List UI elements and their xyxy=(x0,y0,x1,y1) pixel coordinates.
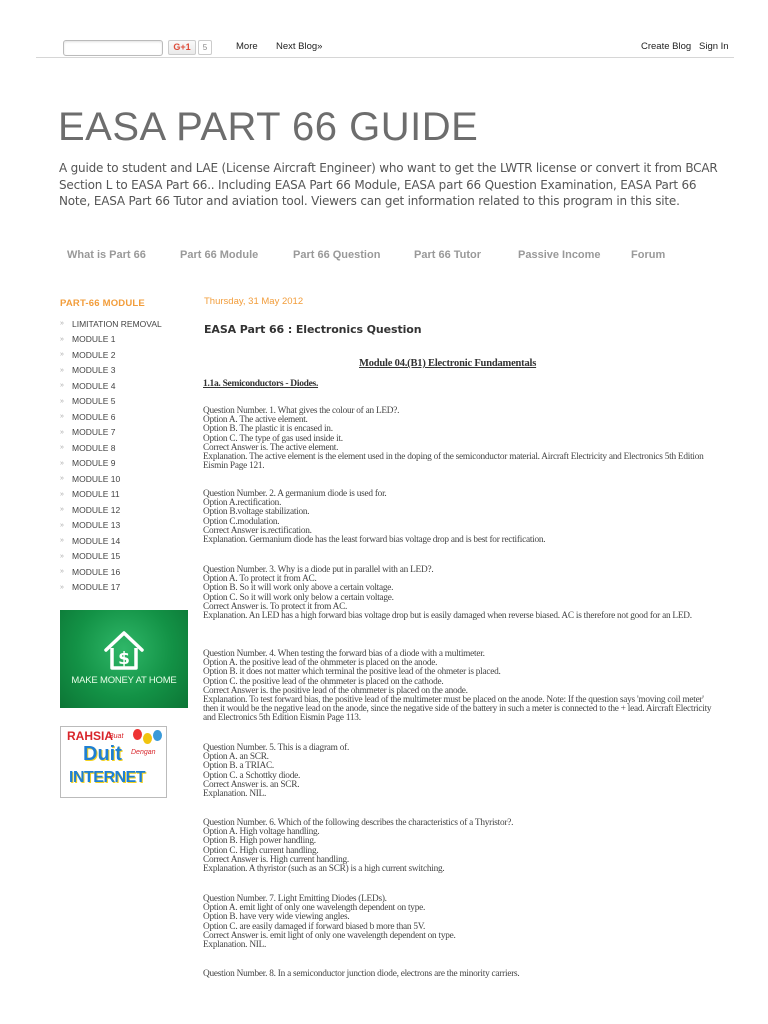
bullet-icon: » xyxy=(60,459,64,467)
ad-line-2: Duit xyxy=(83,743,122,765)
bullet-icon: » xyxy=(60,521,64,529)
sidebar-item-label: MODULE 17 xyxy=(72,582,121,593)
bullet-icon: » xyxy=(60,366,64,374)
bullet-icon: » xyxy=(60,320,64,328)
sidebar-item-label: MODULE 5 xyxy=(72,396,116,407)
section-title: 1.1a. Semiconductors - Diodes. xyxy=(203,379,319,389)
sidebar-item-module-11[interactable] xyxy=(60,487,162,503)
question-block xyxy=(203,650,715,724)
explanation: Explanation. A thyristor (such as an SCR) is a high current switching. xyxy=(203,864,445,875)
next-blog-link[interactable]: Next Blog» xyxy=(276,41,323,52)
more-link[interactable]: More xyxy=(236,41,258,52)
option-c: Option C. High current handling. xyxy=(203,845,319,856)
bullet-icon: » xyxy=(60,583,64,591)
google-plus-widget[interactable] xyxy=(168,40,228,55)
sidebar-item-label: MODULE 3 xyxy=(72,365,116,376)
explanation: Explanation. Germanium diode has the least forward bias voltage drop and is best for rectification. xyxy=(203,535,546,546)
sidebar-item-label: MODULE 14 xyxy=(72,535,121,546)
ad-small-1: Buat xyxy=(109,733,124,740)
option-a: Option A. High voltage handling. xyxy=(203,827,320,838)
option-c: Option C. the positive lead of the ohmmeter is placed on the cathode. xyxy=(203,676,444,687)
bullet-icon: » xyxy=(60,413,64,421)
option-a: Option A. The active element. xyxy=(203,415,308,426)
option-a: Option A. the positive lead of the ohmmeter is placed on the anode. xyxy=(203,658,438,669)
option-b: Option B. have very wide viewing angles. xyxy=(203,912,350,923)
sidebar-item-label: MODULE 6 xyxy=(72,411,116,422)
bullet-icon: » xyxy=(60,382,64,390)
sidebar-item-label: MODULE 9 xyxy=(72,458,116,469)
google-plus-count: 5 xyxy=(198,40,212,55)
tab-part-66-tutor[interactable]: Part 66 Tutor xyxy=(414,249,482,261)
question-text: Question Number. 1. What gives the colour of an LED?. xyxy=(203,406,400,416)
sidebar-item-label: MODULE 15 xyxy=(72,551,121,562)
bullet-icon: » xyxy=(60,490,64,498)
ad-small-2: Dengan xyxy=(131,749,156,756)
option-b: Option B.voltage stabilization. xyxy=(203,507,310,518)
sidebar-item-module-8[interactable] xyxy=(60,440,162,456)
post-date: Thursday, 31 May 2012 xyxy=(204,296,304,307)
question-block xyxy=(203,970,715,979)
sidebar-item-module-14[interactable] xyxy=(60,533,162,549)
option-a: Option A. To protect it from AC. xyxy=(203,574,317,585)
question-text: Question Number. 5. This is a diagram of. xyxy=(203,743,350,753)
bullet-icon: » xyxy=(60,537,64,545)
option-a: Option A. an SCR. xyxy=(203,752,269,763)
option-b: Option B. The plastic it is encased in. xyxy=(203,424,333,435)
sidebar-item-module-10[interactable] xyxy=(60,471,162,487)
question-text: Question Number. 3. Why is a diode put in parallel with an LED?. xyxy=(203,565,434,575)
tab-what-is-part-66[interactable]: What is Part 66 xyxy=(67,249,146,261)
balloon-icon xyxy=(143,733,152,744)
option-c: Option C. The type of gas used inside it. xyxy=(203,433,343,444)
blog-title[interactable]: EASA PART 66 GUIDE xyxy=(58,105,479,149)
sidebar-item-module-7[interactable] xyxy=(60,425,162,441)
option-c: Option C.modulation. xyxy=(203,516,280,527)
sidebar-item-module-12[interactable] xyxy=(60,502,162,518)
sidebar-item-label: MODULE 11 xyxy=(72,489,120,500)
blogger-navbar xyxy=(36,30,734,58)
bullet-icon: » xyxy=(60,335,64,343)
sidebar-item-module-15[interactable] xyxy=(60,549,162,565)
sidebar-item-module-3[interactable] xyxy=(60,363,162,379)
sidebar-title: PART-66 MODULE xyxy=(60,298,145,309)
sidebar-item-label: MODULE 7 xyxy=(72,427,116,438)
make-money-ad-banner[interactable] xyxy=(60,610,188,708)
bullet-icon: » xyxy=(60,552,64,560)
balloon-icon xyxy=(133,729,142,740)
explanation: Explanation. An LED has a high forward bias voltage drop but is easily damaged when reverse biased. AC is therefore not good for an LED. xyxy=(203,611,692,622)
bullet-icon: » xyxy=(60,506,64,514)
question-text: Question Number. 6. Which of the following describes the characteristics of a Thyristor?. xyxy=(203,818,514,828)
explanation: Explanation. NIL. xyxy=(203,940,267,951)
blog-description: A guide to student and LAE (License Aircraft Engineer) who want to get the LWTR license or convert it from BCAR Section L to EASA Part 66.. Including EASA Part 66 Module, EASA part 66 Question Examination, EASA Part 66 Note, EASA Part 66 Tutor and aviation tool. Viewers can get information related to this program in this site. xyxy=(59,161,718,208)
sidebar-item-module-6[interactable] xyxy=(60,409,162,425)
correct-answer: Correct Answer is. an SCR. xyxy=(203,779,300,790)
ad-line-1: RAHSIA xyxy=(67,729,114,743)
correct-answer: Correct Answer is. The active element. xyxy=(203,442,339,453)
balloon-icon xyxy=(153,730,162,741)
bullet-icon: » xyxy=(60,568,64,576)
sidebar-item-module-5[interactable] xyxy=(60,394,162,410)
ad-text: MAKE MONEY AT HOME xyxy=(71,675,177,686)
sidebar-item-module-17[interactable] xyxy=(60,580,162,596)
option-b: Option B. High power handling. xyxy=(203,836,316,847)
explanation: Explanation. NIL. xyxy=(203,789,267,800)
sidebar-item-label: MODULE 1 xyxy=(72,334,116,345)
bullet-icon: » xyxy=(60,428,64,436)
question-text: Question Number. 2. A germanium diode is used for. xyxy=(203,489,387,499)
tab-forum[interactable]: Forum xyxy=(631,249,666,261)
tab-part-66-module[interactable]: Part 66 Module xyxy=(180,249,259,261)
question-block xyxy=(203,895,715,950)
question-block xyxy=(203,566,715,621)
bullet-icon: » xyxy=(60,397,64,405)
sidebar-item-limitation-removal[interactable] xyxy=(60,316,162,332)
question-block xyxy=(203,490,715,545)
tab-passive-income[interactable]: Passive Income xyxy=(518,249,601,261)
option-a: Option A. emit light of only one wavelength dependent on type. xyxy=(203,903,426,914)
explanation: Explanation. To test forward bias, the positive lead of the multimeter must be placed on the anode. Note: If the question says 'moving coil meter' then it would be the negative lead on the anode, since the negative side of the battery in such a meter is connected to the + lead. Aircraft Electricity and Electronics 5th Edition Eismin Page 113. xyxy=(203,695,712,724)
correct-answer: Correct Answer is.rectification. xyxy=(203,525,312,536)
option-b: Option B. it does not matter which terminal the positive lead of the ohmeter is placed. xyxy=(203,667,501,678)
correct-answer: Correct Answer is. To protect it from AC. xyxy=(203,601,348,612)
option-c: Option C. are easily damaged if forward biased b more than 5V. xyxy=(203,921,426,932)
module-title: Module 04.(B1) Electronic Fundamentals xyxy=(359,358,537,369)
sidebar-item-module-16[interactable] xyxy=(60,564,162,580)
sidebar-module-list xyxy=(60,316,162,595)
explanation: Explanation. The active element is the element used in the doping of the semiconductor material. Aircraft Electricity and Electronics 5th Edition Eismin Page 121. xyxy=(203,452,704,472)
option-b: Option B. So it will work only above a certain voltage. xyxy=(203,583,394,594)
sidebar-item-label: MODULE 8 xyxy=(72,442,116,453)
sidebar-item-module-9[interactable] xyxy=(60,456,162,472)
question-text: Question Number. 4. When testing the forward bias of a diode with a multimeter. xyxy=(203,649,485,659)
svg-text:$: $ xyxy=(118,649,130,669)
correct-answer: Correct Answer is. the positive lead of the ohmmeter is placed on the anode. xyxy=(203,685,468,696)
question-block xyxy=(203,744,715,799)
bullet-icon: » xyxy=(60,444,64,452)
rahsia-duit-ad-banner[interactable] xyxy=(60,726,167,798)
bullet-icon: » xyxy=(60,351,64,359)
correct-answer: Correct Answer is. High current handling. xyxy=(203,854,349,865)
bullet-icon: » xyxy=(60,475,64,483)
question-block xyxy=(203,819,715,874)
sidebar-item-module-13[interactable] xyxy=(60,518,162,534)
option-c: Option C. So it will work only below a certain voltage. xyxy=(203,592,394,603)
correct-answer: Correct Answer is. emit light of only one wavelength dependent on type. xyxy=(203,930,456,941)
sidebar-item-label: MODULE 10 xyxy=(72,473,121,484)
sidebar-item-label: MODULE 4 xyxy=(72,380,116,391)
ad-line-3: INTERNET xyxy=(69,769,145,786)
search-input[interactable] xyxy=(63,40,163,56)
question-text: Question Number. 8. In a semiconductor junction diode, electrons are the minority carriers. xyxy=(203,969,520,979)
sidebar-item-module-4[interactable] xyxy=(60,378,162,394)
sidebar-item-label: MODULE 13 xyxy=(72,520,121,531)
sidebar-item-label: LIMITATION REMOVAL xyxy=(72,318,162,329)
sidebar-item-module-1[interactable] xyxy=(60,332,162,348)
house-dollar-icon xyxy=(102,628,146,672)
question-text: Question Number. 7. Light Emitting Diodes (LEDs). xyxy=(203,894,387,904)
google-plus-button[interactable]: G+1 xyxy=(168,40,196,55)
sidebar-item-label: MODULE 16 xyxy=(72,566,121,577)
create-blog-link[interactable]: Create Blog xyxy=(641,41,692,52)
option-b: Option B. a TRIAC. xyxy=(203,761,274,772)
sign-in-link[interactable]: Sign In xyxy=(699,41,729,52)
sidebar-item-module-2[interactable] xyxy=(60,347,162,363)
sidebar-item-label: MODULE 2 xyxy=(72,349,116,360)
option-a: Option A.rectification. xyxy=(203,498,282,509)
tab-part-66-question[interactable]: Part 66 Question xyxy=(293,249,381,261)
post-title[interactable]: EASA Part 66 : Electronics Question xyxy=(204,323,422,336)
sidebar-item-label: MODULE 12 xyxy=(72,504,121,515)
option-c: Option C. a Schottky diode. xyxy=(203,770,301,781)
question-block xyxy=(203,407,715,471)
